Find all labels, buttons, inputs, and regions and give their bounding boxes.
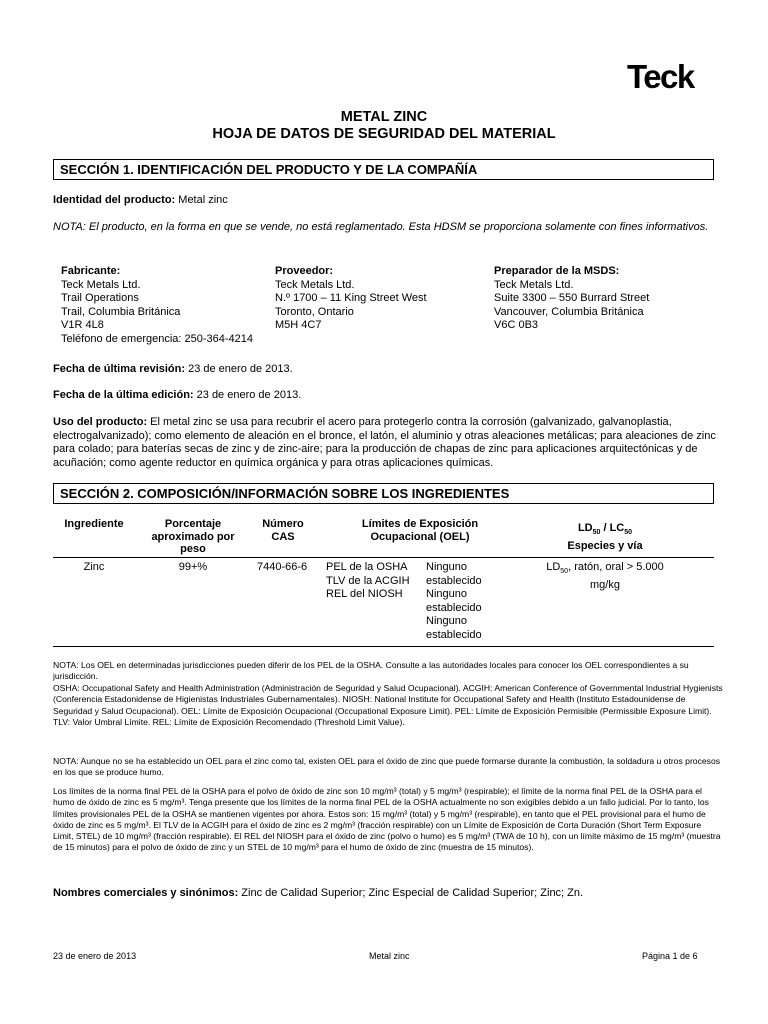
- lc-sub: 50: [624, 529, 633, 537]
- document-subtitle: HOJA DE DATOS DE SEGURIDAD DEL MATERIAL: [212, 126, 556, 142]
- preparer-line: Vancouver, Columbia Británica: [494, 305, 644, 318]
- revision-label: Fecha de última revisión:: [53, 363, 186, 375]
- manufacturer-line: Trail Operations: [61, 292, 139, 304]
- manufacturer-line: V1R 4L8: [61, 319, 104, 331]
- cell-ingredient: Zinc: [83, 561, 105, 573]
- manufacturer-heading: Fabricante:: [61, 265, 121, 277]
- section-2-heading: SECCIÓN 2. COMPOSICIÓN/INFORMACIÓN SOBRE LOS INGREDIENTES: [53, 483, 714, 504]
- regulatory-note: NOTA: El producto, en la forma en que se vende, no está reglamentado. Esta HDSM se proporciona solamente con fines informativos.: [53, 221, 709, 233]
- col-header-cas: Número CAS: [262, 518, 304, 543]
- cell-cas: 7440-66-6: [257, 561, 308, 573]
- species-route: Especies y vía: [567, 539, 643, 552]
- cell-oel-names: PEL de la OSHA TLV de la ACGIH REL del NIOSH: [326, 561, 410, 600]
- col-header-ingredient: Ingrediente: [64, 518, 124, 530]
- preparer-line: Suite 3300 – 550 Burrard Street: [494, 292, 650, 304]
- use-label: Uso del producto:: [53, 416, 148, 428]
- identity-label: Identidad del producto:: [53, 194, 176, 206]
- trade-names-label: Nombres comerciales y sinónimos:: [53, 887, 239, 899]
- manufacturer-line: Teléfono de emergencia: 250-364-4214: [61, 332, 254, 345]
- identity-value: Metal zinc: [175, 194, 228, 206]
- supplier-line: Teck Metals Ltd.: [275, 278, 355, 291]
- preparer-block: [494, 265, 649, 333]
- footer-title: Metal zinc: [369, 951, 410, 961]
- teck-logo: Teck: [627, 58, 694, 95]
- manufacturer-line: Trail, Columbia Británica: [61, 305, 181, 318]
- preparer-heading: Preparador de la MSDS:: [494, 265, 620, 277]
- ld-row-sub: 50: [560, 568, 569, 576]
- ld-text: LD: [577, 522, 593, 534]
- manufacturer-block: [61, 265, 253, 346]
- revision-value: 23 de enero de 2013.: [185, 363, 293, 375]
- supplier-block: [275, 265, 427, 333]
- table-header-rule: [53, 557, 714, 558]
- preparer-line: Teck Metals Ltd.: [494, 278, 574, 291]
- supplier-line: M5H 4C7: [275, 319, 322, 331]
- acronyms-note: OSHA: Occupational Safety and Health Administration (Administración de Seguridad y Salud Ocupacional). ACGIH: American Conference of Governmental Industrial Hygienists (Conferencia Estadonidense de Higienistas Industriales Gubernamentales). NIOSH: National Institute for Occupational Safety and Health (Instituto Estadounidense de Seguridad y Salud Ocupacional). OEL: Límite de Exposición Ocupacional (Occupational Exposure Limit). PEL: Límite de Exposición Permisible (Permissible Exposure Limit). TLV: Valor Umbral Límite. REL: Límite de Exposición Recomendado (Threshold Limit Value).: [53, 683, 723, 727]
- col-header-oel: Límites de Exposición Ocupacional (OEL): [361, 518, 479, 543]
- zinc-oxide-note: NOTA: Aunque no se ha establecido un OEL para el zinc como tal, existen OEL para el óxido de zinc que puede formarse durante la combustión, la soldadura u otros procesos en los que se produce humo.: [53, 756, 721, 778]
- product-use: [53, 416, 718, 470]
- revision-date: [53, 363, 718, 377]
- cell-oel-values: Ninguno establecido Ninguno establecido Ninguno establecido: [426, 561, 482, 641]
- supplier-line: N.º 1700 – 11 King Street West: [275, 292, 427, 304]
- col-header-ld: [530, 522, 680, 552]
- cell-percentage: 99+%: [178, 561, 208, 573]
- footer-page-number: Página 1 de 6: [642, 951, 698, 961]
- trade-names-value: Zinc de Calidad Superior; Zinc Especial de Calidad Superior; Zinc; Zn.: [238, 887, 584, 899]
- oel-jurisdiction-note: NOTA: Los OEL en determinadas jurisdicciones pueden diferir de los PEL de la OSHA. Consulte a las autoridades locales para conocer los OEL correspondientes a su jurisdicción.: [53, 660, 689, 682]
- cell-ld50: [530, 561, 680, 592]
- edition-label: Fecha de la última edición:: [53, 389, 194, 401]
- ld-sub: 50: [592, 529, 601, 537]
- ld-row-value: , ratón, oral > 5.000 mg/kg: [568, 561, 664, 591]
- supplier-heading: Proveedor:: [275, 265, 334, 277]
- footer-date: 23 de enero de 2013: [53, 951, 137, 961]
- use-value: El metal zinc se usa para recubrir el acero para protegerlo contra la corrosión (galvanizado, galvanoplastia, electrogalvanizado); como elemento de aleación en el bronce, el latón, el aluminio y otras aleaciones metálicas; para aleaciones de zinc para colado; para baterías secas de zinc y de zinc-aire; para la producción de chapas de zinc para aplicaciones arquitectónicas y de acuñación; como agente reductor en química orgánica y para otras aplicaciones químicas.: [53, 416, 716, 469]
- lc-text: / LC: [600, 522, 625, 534]
- ld-row-text: LD: [546, 561, 561, 573]
- product-identity: [53, 194, 718, 208]
- supplier-line: Toronto, Ontario: [275, 305, 354, 318]
- table-bottom-rule: [53, 646, 714, 647]
- manufacturer-line: Teck Metals Ltd.: [61, 278, 141, 291]
- col-header-percentage: Porcentaje aproximado por peso: [151, 518, 235, 555]
- preparer-line: V6C 0B3: [494, 319, 539, 331]
- document-title: METAL ZINC: [340, 109, 428, 125]
- exposure-limits-note: Los límites de la norma final PEL de la OSHA para el polvo de óxido de zinc son 10 mg/m³ (total) y 5 mg/m³ (respirable); el límite de la norma final PEL de la OSHA para el humo de óxido de zinc es 5 mg/m³. Tenga presente que los límites de la norma final PEL de la OSHA actualmente no son exigibles debido a un fallo judicial. Por lo tanto, los límites provisionales PEL de la OSHA se mantienen vigentes por ahora. Estos son: 15 mg/m³ (total) y 5 mg/m³ (respirable), en tanto que el PEL provisional para el humo de óxido de zinc es 5 mg/m³. El TLV de la ACGIH para el óxido de zinc es 2 mg/m³ (fracción respirable) con un Límite de Exposición de Corta Duración (Short Term Exposure Limit, STEL) de 10 mg/m³ (fracción respirable). El REL del NIOSH para el óxido de zinc (polvo o humo) es 5 mg/m³ (TWA de 10 h), con un límite máximo de 15 mg/m³ (muestra de 15 minutos) para el polvo de óxido de zinc y un STEL de 10 mg/m³ para el humo de óxido de zinc (muestra de 15 minutos).: [53, 786, 721, 853]
- trade-names: [53, 887, 718, 901]
- edition-date: [53, 389, 718, 403]
- edition-value: 23 de enero de 2013.: [193, 389, 302, 401]
- section-1-heading: SECCIÓN 1. IDENTIFICACIÓN DEL PRODUCTO Y DE LA COMPAÑÍA: [53, 159, 714, 180]
